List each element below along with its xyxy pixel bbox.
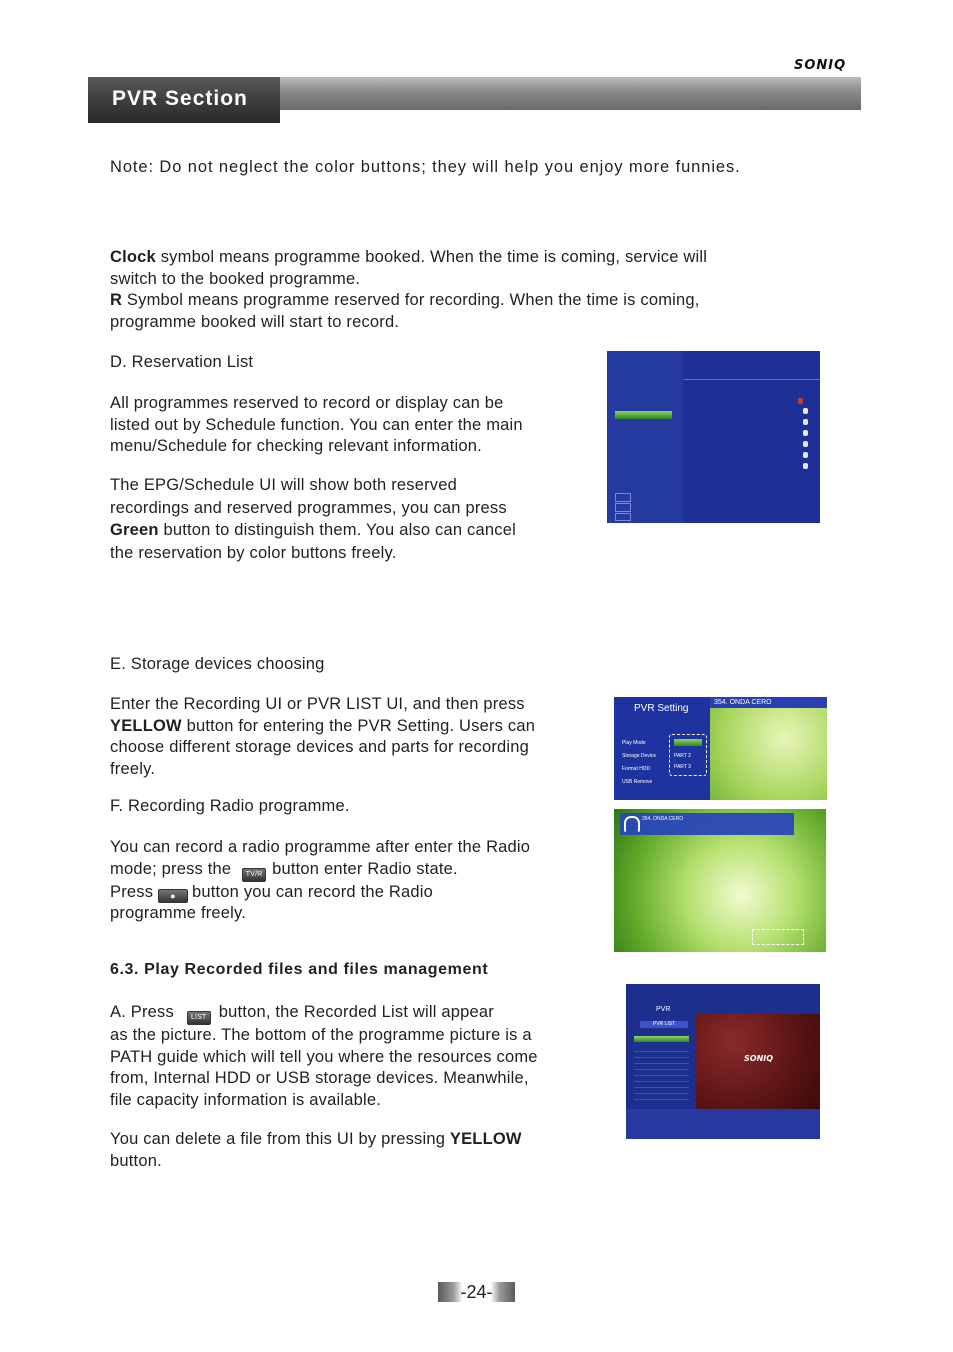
text-line: Press: [110, 882, 154, 901]
text-line: menu/Schedule for checking relevant information.: [110, 437, 482, 455]
clock-marker-icon: [803, 463, 808, 469]
record-button-icon: ●: [158, 889, 188, 903]
page-number: [438, 1282, 515, 1302]
text-line: The EPG/Schedule UI will show both reserved: [110, 476, 458, 494]
text-line: You can delete a file from this UI by pressing: [110, 1130, 450, 1148]
radio-paragraph: [110, 837, 610, 925]
button-hint-icon: [615, 513, 631, 521]
yellow-label: YELLOW: [449, 1130, 522, 1148]
storage-paragraph: [110, 694, 610, 780]
button-hint-icon: [615, 493, 631, 502]
r-text-2: programme booked will start to record.: [110, 312, 400, 331]
text-line: button, the Recorded List will appear: [218, 1003, 494, 1021]
schedule-divider: [684, 379, 820, 380]
preview-logo: SONIQ: [744, 1054, 774, 1063]
text-line: mode; press the: [110, 859, 232, 878]
pvr-setting-panel: [614, 697, 710, 800]
clock-text: symbol means programme booked. When the time is coming, service will: [155, 248, 708, 266]
part-option: PART 2: [674, 753, 691, 759]
page-number-text: -24-: [460, 1282, 493, 1302]
yellow-label: YELLOW: [110, 716, 182, 735]
selection-outline: [669, 734, 707, 776]
text-line: Enter the Recording UI or PVR LIST UI, and then press: [110, 695, 525, 713]
clock-marker-icon: [803, 408, 808, 414]
tvr-button-icon: TV/R: [242, 868, 266, 882]
text-line: from, Internal HDD or USB storage devices. Meanwhile,: [110, 1069, 529, 1087]
pvr-list-path: PVR LIST: [640, 1021, 688, 1028]
text-line: choose different storage devices and parts for recording: [110, 738, 530, 756]
schedule-highlight-bar: [615, 411, 672, 419]
radio-heading: F. Recording Radio programme.: [110, 797, 350, 815]
text-line: file capacity information is available.: [110, 1090, 382, 1109]
channel-banner: 354. ONDA CERO: [710, 697, 827, 708]
green-label: Green: [110, 521, 159, 539]
radio-screenshot: [614, 809, 826, 952]
section-title: PVR Section: [112, 87, 248, 110]
clock-marker-icon: [803, 441, 808, 447]
text-line: the reservation by color buttons freely.: [110, 543, 397, 562]
headphones-icon: [624, 816, 640, 832]
delete-paragraph: [110, 1129, 615, 1172]
r-label: R: [110, 291, 123, 309]
record-marker-icon: [798, 398, 803, 404]
note-text: Note: Do not neglect the color buttons; they will help you enjoy more funnies.: [110, 158, 741, 176]
pvr-setting-menu: [622, 737, 656, 789]
pvr-list-screenshot: [626, 984, 820, 1139]
pvr-setting-screenshot: [614, 697, 827, 800]
text-line: listed out by Schedule function. You can enter the main: [110, 415, 523, 434]
clock-text-2: switch to the booked programme.: [110, 269, 361, 288]
button-hint-icon: [615, 503, 631, 512]
text-line: button enter Radio state.: [272, 859, 458, 878]
radio-channel: 354. ONDA CERO: [642, 816, 684, 822]
storage-heading: E. Storage devices choosing: [110, 655, 325, 673]
reservation-heading: D. Reservation List: [110, 353, 254, 371]
text-line: programme freely.: [110, 904, 247, 922]
text-line: as the picture. The bottom of the programme picture is a: [110, 1026, 532, 1044]
text-line: button to distinguish them. You also can cancel: [158, 521, 516, 539]
play-paragraph: [110, 1002, 615, 1111]
text-line: freely.: [110, 759, 156, 778]
pvr-file-list: [634, 1046, 689, 1104]
pvr-list-highlight: [634, 1036, 689, 1042]
play-heading: 6.3. Play Recorded files and files management: [110, 961, 489, 978]
preview-pane: [696, 1014, 820, 1109]
text-line: button.: [110, 1151, 162, 1170]
text-line: All programmes reserved to record or display can be: [110, 394, 504, 412]
pvr-list-footer: [626, 1109, 820, 1139]
text-line: button you can record the Radio: [191, 882, 434, 901]
clock-marker-icon: [803, 452, 808, 458]
reservation-paragraph-2: [110, 474, 600, 564]
clock-marker-icon: [803, 419, 808, 425]
text-line: recordings and reserved programmes, you can press: [110, 498, 507, 517]
pvr-list-title: PVR: [656, 1006, 671, 1013]
text-line: PATH guide which will tell you where the resources come: [110, 1047, 538, 1066]
r-text: Symbol means programme reserved for recording. When the time is coming,: [122, 291, 700, 309]
text-line: You can record a radio programme after enter the Radio: [110, 838, 531, 856]
list-button-icon: LIST: [187, 1011, 211, 1025]
menu-item: USB Remove: [622, 779, 653, 785]
record-indicator: [752, 929, 804, 945]
symbols-paragraph: [110, 247, 830, 333]
clock-marker-icon: [803, 430, 808, 436]
part-option: PART 3: [674, 764, 691, 770]
text-line: A. Press: [110, 1003, 174, 1021]
menu-item: Format HDD: [622, 766, 651, 772]
menu-item: Storage Device: [622, 753, 657, 759]
pvr-setting-title: PVR Setting: [634, 703, 689, 714]
menu-item: Play Mode: [622, 740, 646, 746]
text-line: button for entering the PVR Setting. Users can: [181, 716, 536, 735]
reservation-paragraph-1: [110, 393, 600, 458]
brand-logo: SONIQ: [794, 58, 847, 73]
clock-label: Clock: [110, 248, 156, 266]
schedule-screenshot: [607, 351, 820, 523]
radio-info-strip: [620, 813, 794, 835]
